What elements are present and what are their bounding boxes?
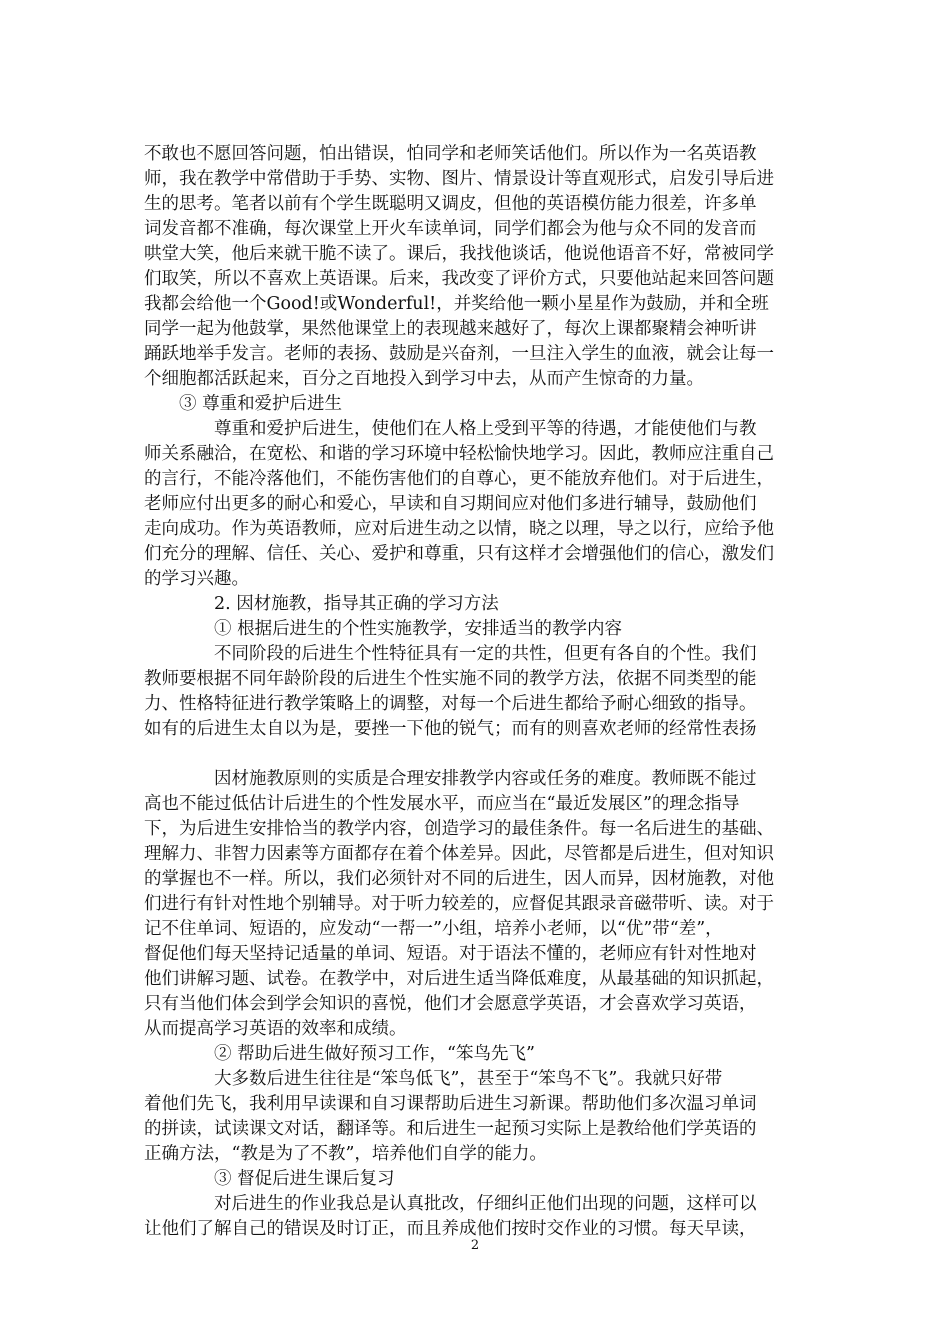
text-line: 因材施教原则的实质是合理安排教学内容或任务的难度。教师既不能过 [214, 769, 757, 789]
text-line: 老师应付出更多的耐心和爱心，早读和自习期间应对他们多进行辅导，鼓励他们 [144, 494, 757, 514]
text-line: 尊重和爱护后进生，使他们在人格上受到平等的待遇，才能使他们与教 [214, 419, 757, 439]
text-line: 只有当他们体会到学会知识的喜悦，他们才会愿意学英语，才会喜欢学习英语， [144, 994, 757, 1014]
text-line: 哄堂大笑，他后来就干脆不读了。课后，我找他谈话，他说他语音不好，常被同学 [144, 244, 774, 264]
text-line: 不同阶段的后进生个性特征具有一定的共性，但更有各自的个性。我们 [214, 644, 757, 664]
text-line: 2. 因材施教，指导其正确的学习方法 [214, 594, 499, 614]
text-line: 个细胞都活跃起来，百分之百地投入到学习中去，从而产生惊奇的力量。 [144, 369, 704, 389]
text-line: ③ 督促后进生课后复习 [214, 1169, 395, 1189]
text-line: 理解力、非智力因素等方面都存在着个体差异。因此，尽管都是后进生，但对知识 [144, 844, 774, 864]
text-line: ① 根据后进生的个性实施教学，安排适当的教学内容 [214, 619, 623, 639]
text-line: 对后进生的作业我总是认真批改，仔细纠正他们出现的问题，这样可以 [214, 1194, 757, 1214]
text-line: 教师要根据不同年龄阶段的后进生个性实施不同的教学方法，依据不同类型的能 [144, 669, 757, 689]
text-line: 着他们先飞，我利用早读课和自习课帮助后进生习新课。帮助他们多次温习单词 [144, 1094, 757, 1114]
text-line: 力、性格特征进行教学策略上的调整，对每一个后进生都给予耐心细致的指导。 [144, 694, 757, 714]
text-line: 踊跃地举手发言。老师的表扬、鼓励是兴奋剂，一旦注入学生的血液，就会让每一 [144, 344, 774, 364]
text-line: 正确方法，“教是为了不教”，培养他们自学的能力。 [144, 1144, 547, 1164]
text-line: 生的思考。笔者以前有个学生既聪明又调皮，但他的英语模仿能力很差，许多单 [144, 194, 757, 214]
text-line: 师关系融洽，在宽松、和谐的学习环境中轻松愉快地学习。因此，教师应注重自己 [144, 444, 774, 464]
text-line: 的掌握也不一样。所以，我们必须针对不同的后进生，因人而异，因材施教，对他 [144, 869, 774, 889]
text-line: 如有的后进生太自以为是，要挫一下他的锐气；而有的则喜欢老师的经常性表扬 [144, 719, 757, 739]
text-line: 大多数后进生往往是“笨鸟低飞”，甚至于“笨鸟不飞”。我就只好带 [214, 1069, 723, 1089]
text-line: 记不住单词、短语的，应发动“一帮一”小组，培养小老师，以“优”带“差”， [144, 919, 723, 939]
text-line: 他们讲解习题、试卷。在教学中，对后进生适当降低难度，从最基础的知识抓起， [144, 969, 774, 989]
text-line: 下，为后进生安排恰当的教学内容，创造学习的最佳条件。每一名后进生的基础、 [144, 819, 774, 839]
text-line: 们充分的理解、信任、关心、爱护和尊重，只有这样才会增强他们的信心，激发们 [144, 544, 774, 564]
text-line: 的拼读，试读课文对话，翻译等。和后进生一起预习实际上是教给他们学英语的 [144, 1119, 757, 1139]
text-line: 不敢也不愿回答问题，怕出错误，怕同学和老师笑话他们。所以作为一名英语教 [144, 144, 757, 164]
text-line: 们取笑，所以不喜欢上英语课。后来，我改变了评价方式，只要他站起来回答问题 [144, 269, 774, 289]
text-line: 师，我在教学中常借助于手势、实物、图片、情景设计等直观形式，启发引导后进 [144, 169, 774, 189]
text-line: 们进行有针对性地个别辅导。对于听力较差的，应督促其跟录音磁带听、读。对于 [144, 894, 774, 914]
text-line: ② 帮助后进生做好预习工作，“笨鸟先飞” [214, 1044, 535, 1064]
text-line: 高也不能过低估计后进生的个性发展水平，而应当在“最近发展区”的理念指导 [144, 794, 740, 814]
text-line: 督促他们每天坚持记适量的单词、短语。对于语法不懂的，老师应有针对性地对 [144, 944, 757, 964]
text-line: 我都会给他一个Good!或Wonderful!，并奖给他一颗小星星作为鼓励，并和全班 [144, 294, 769, 314]
text-line: ③ 尊重和爱护后进生 [179, 394, 343, 414]
text-line: 的学习兴趣。 [144, 569, 249, 589]
text-line: 词发音都不准确，每次课堂上开火车读单词，同学们都会为他与众不同的发音而 [144, 219, 757, 239]
page-number: 2 [470, 1238, 480, 1253]
text-line: 让他们了解自己的错误及时订正，而且养成他们按时交作业的习惯。每天早读， [144, 1219, 757, 1239]
text-line: 的言行，不能冷落他们，不能伤害他们的自尊心，更不能放弃他们。对于后进生， [144, 469, 774, 489]
text-line: 从而提高学习英语的效率和成绩。 [144, 1019, 407, 1039]
text-line: 走向成功。作为英语教师，应对后进生动之以情，晓之以理，导之以行，应给予他 [144, 519, 774, 539]
text-line: 同学一起为他鼓掌，果然他课堂上的表现越来越好了，每次上课都聚精会神听讲 [144, 319, 757, 339]
